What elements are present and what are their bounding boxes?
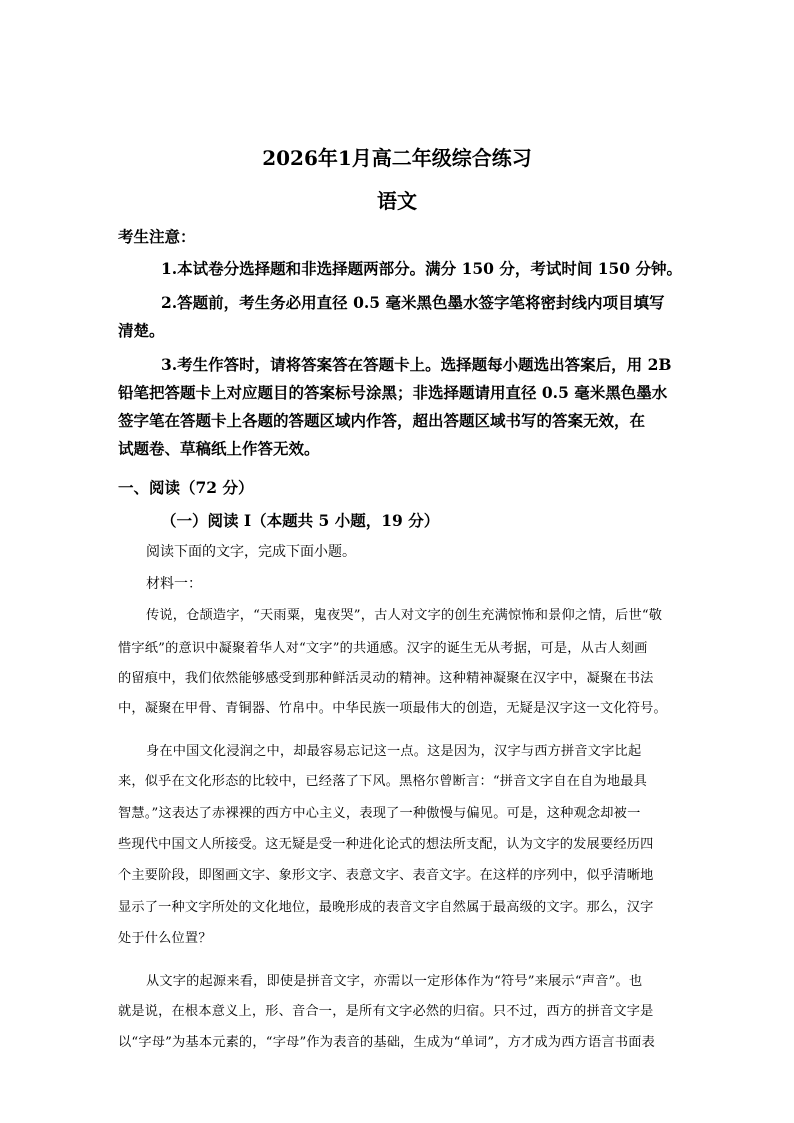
passage-p1-line-2: 惜字纸”的意识中凝聚着华人对“文字”的共通感。汉字的诞生无从考据，可是，从古人刻画	[118, 641, 648, 656]
passage-p3-line-1: 从文字的起源来看，即使是拼音文字，亦需以一定形体作为“符号”来展示“声音”。也	[146, 974, 643, 989]
passage-p2-line-4: 些现代中国文人所接受。这无疑是受一种进化论式的想法所支配，认为文字的发展要经历四	[118, 837, 654, 852]
passage-p2-line-5: 个主要阶段，即图画文字、象形文字、表意文字、表音文字。在这样的序列中，似乎清晰地	[118, 868, 654, 883]
notice-item-3-line-1: 3.考生作答时，请将答案答在答题卡上。选择题每小题选出答案后，用 2B	[161, 355, 672, 374]
section-subheading: （一）阅读 I（本题共 5 小题，19 分）	[161, 511, 440, 530]
reading-instruction: 阅读下面的文字，完成下面小题。	[146, 544, 356, 560]
passage-p1-line-1: 传说，仓颉造字，“天雨粟，鬼夜哭”，古人对文字的创生充满惊怖和景仰之情，后世“敬	[146, 608, 663, 623]
notice-item-3-line-3: 签字笔在答题卡上各题的答题区域内作答，超出答题区域书写的答案无效，在	[118, 411, 646, 430]
notice-item-2-line-1: 2.答题前，考生务必用直径 0.5 毫米黑色墨水签字笔将密封线内项目填写	[161, 293, 665, 312]
notice-item-1: 1.本试卷分选择题和非选择题两部分。满分 150 分，考试时间 150 分钟。	[161, 259, 682, 278]
passage-p1-line-4: 中，凝聚在甲骨、青铜器、竹帛中。中华民族一项最伟大的创造，无疑是汉字这一文化符号。	[118, 701, 667, 716]
notice-item-3-line-2: 铅笔把答题卡上对应题目的答案标号涂黑；非选择题请用直径 0.5 毫米黑色墨水	[118, 383, 668, 402]
notice-item-2-line-2: 清楚。	[118, 321, 165, 340]
passage-p2-line-3: 智慧。”这表达了赤裸裸的西方中心主义，表现了一种傲慢与偏见。可是，这种观念却被一	[118, 806, 641, 821]
passage-p3-line-3: 以“字母”为基本元素的，“字母”作为表音的基础，生成为“单词”，方才成为西方语言书面表	[118, 1035, 655, 1050]
passage-p2-line-7: 处于什么位置？	[118, 931, 212, 946]
notice-item-3-line-4: 试题卷、草稿纸上作答无效。	[118, 439, 320, 458]
passage-p1-line-3: 的留痕中，我们依然能够感受到那种鲜活灵动的精神。这种精神凝聚在汉字中，凝聚在书法	[118, 671, 654, 686]
exam-subject: 语文	[377, 189, 417, 213]
passage-p2-line-2: 来，似乎在文化形态的比较中，已经落了下风。黑格尔曾断言：“拼音文字自在自为地最具	[118, 774, 648, 789]
notice-heading: 考生注意：	[118, 227, 196, 246]
passage-p2-line-1: 身在中国文化浸润之中，却最容易忘记这一点。这是因为，汉字与西方拼音文字比起	[146, 744, 642, 759]
section-heading: 一、阅读（72 分）	[118, 478, 254, 497]
passage-p3-line-2: 就是说，在根本意义上，形、音合一，是所有文字必然的归宿。只不过，西方的拼音文字是	[118, 1004, 654, 1019]
passage-p2-line-6: 显示了一种文字所处的文化地位，最晚形成的表音文字自然属于最高级的文字。那么，汉字	[118, 900, 654, 915]
material-label: 材料一：	[146, 576, 202, 592]
exam-title: 2026年1月高二年级综合练习	[262, 146, 532, 170]
